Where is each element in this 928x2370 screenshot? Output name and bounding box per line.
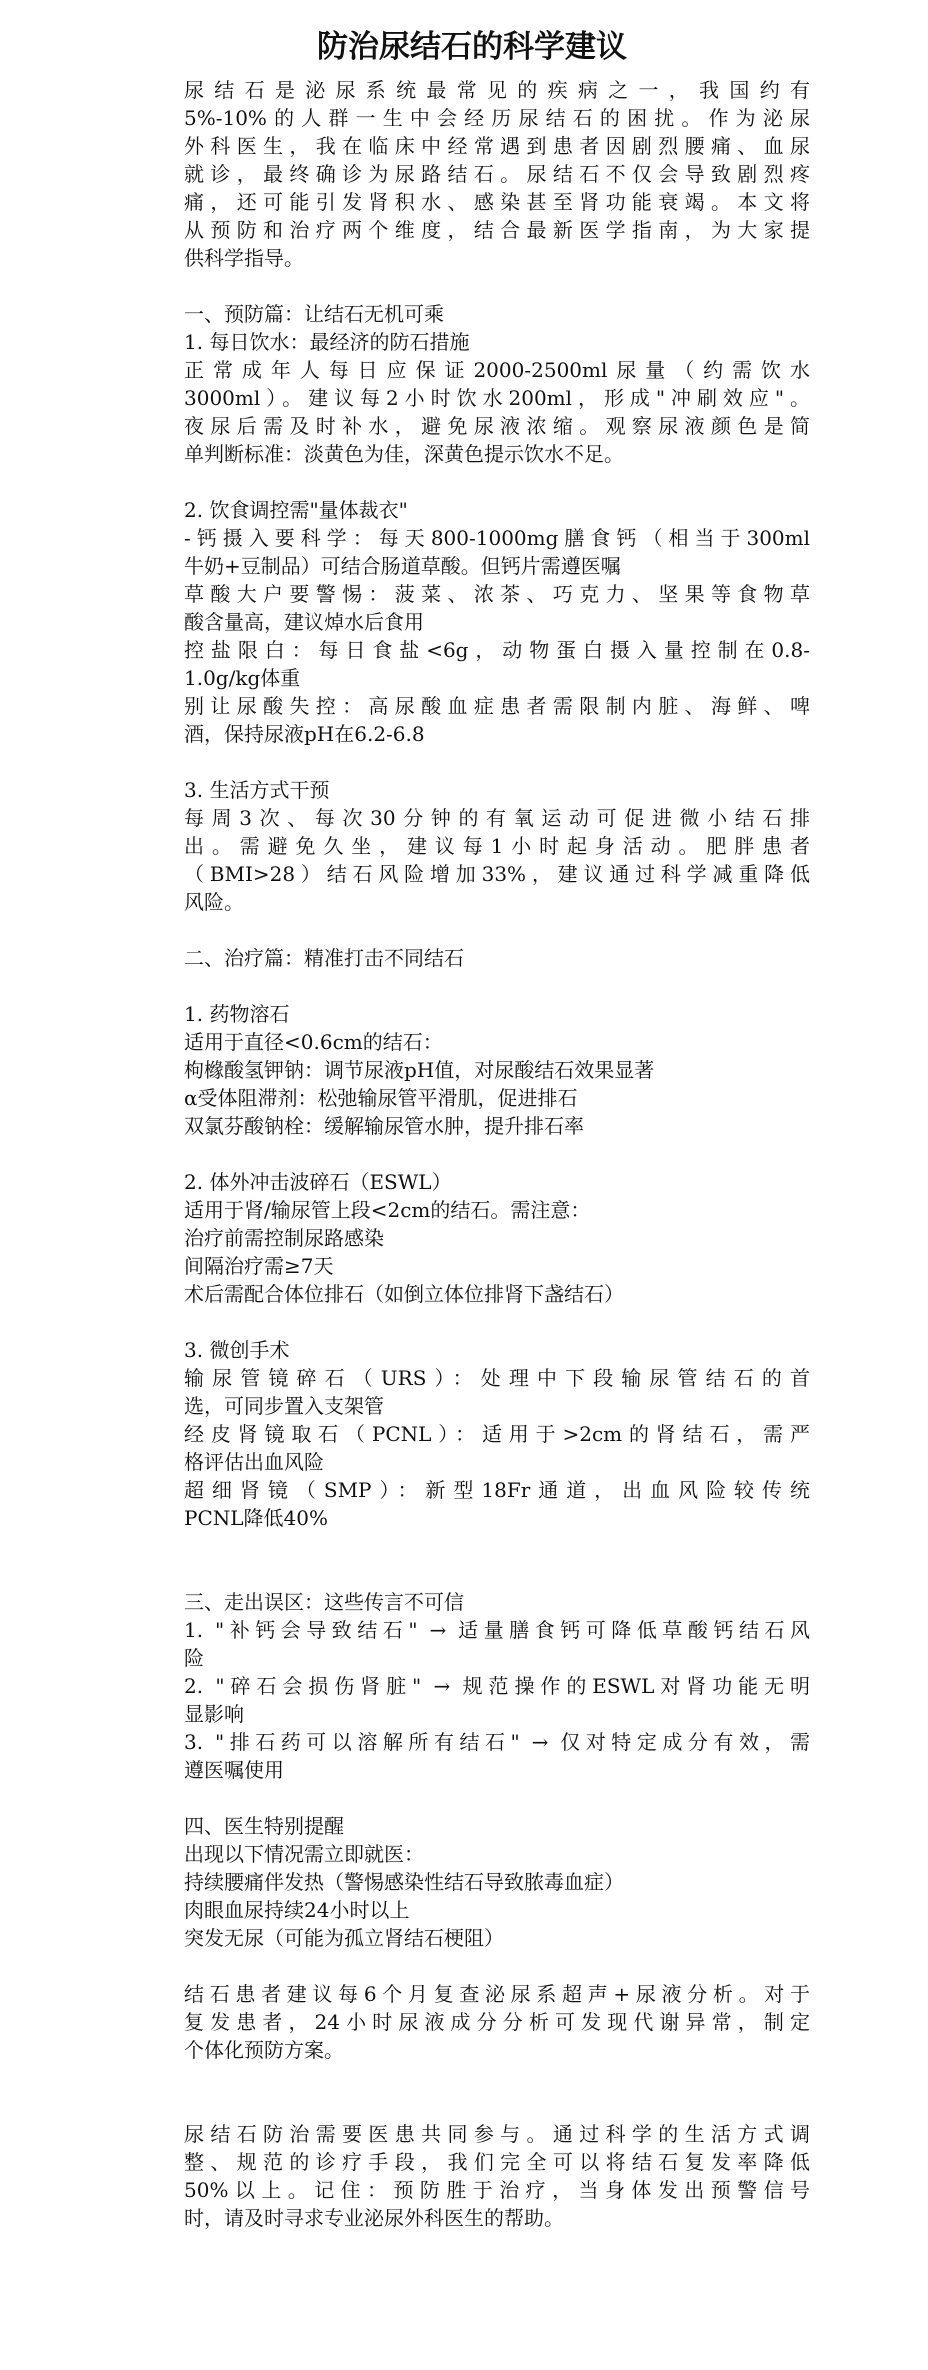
text-line: 肉眼血尿持续24小时以上 bbox=[184, 1898, 410, 1922]
text-line: 1. "补钙会导致结石" → 适量膳食钙可降低草酸钙结石风 bbox=[184, 1618, 810, 1642]
text-line: 夜尿后需及时补水，避免尿液浓缩。观察尿液颜色是简 bbox=[184, 414, 810, 438]
text-line: 治疗前需控制尿路感染 bbox=[184, 1226, 384, 1250]
blank-line bbox=[184, 2092, 810, 2120]
text-line: α受体阻滞剂：松弛输尿管平滑肌，促进排石 bbox=[184, 1086, 578, 1110]
text-line: 出。需避免久坐，建议每1小时起身活动。肥胖患者 bbox=[184, 834, 810, 858]
text-line: 间隔治疗需≥7天 bbox=[184, 1254, 334, 1278]
article-body bbox=[184, 76, 810, 2232]
text-line: 结石患者建议每6个月复查泌尿系超声+尿液分析。对于 bbox=[184, 1982, 810, 2006]
text-line: 显影响 bbox=[184, 1702, 244, 1726]
text-line: 尿结石防治需要医患共同参与。通过科学的生活方式调 bbox=[184, 2122, 810, 2146]
blank-line bbox=[184, 1532, 810, 1560]
blank-line bbox=[184, 1140, 810, 1168]
text-line: 别让尿酸失控：高尿酸血症患者需限制内脏、海鲜、啤 bbox=[184, 694, 810, 718]
article-title: 防治尿结石的科学建议 bbox=[317, 29, 627, 65]
text-line: 枸橼酸氢钾钠：调节尿液pH值，对尿酸结石效果显著 bbox=[184, 1058, 655, 1082]
text-line: 风险。 bbox=[184, 890, 244, 914]
text-line: 持续腰痛伴发热（警惕感染性结石导致脓毒血症） bbox=[184, 1870, 624, 1894]
blank-line bbox=[184, 2064, 810, 2092]
text-line: 酸含量高，建议焯水后食用 bbox=[184, 610, 424, 634]
text-line: （BMI>28）结石风险增加33%，建议通过科学减重降低 bbox=[184, 862, 810, 886]
blank-line bbox=[184, 468, 810, 496]
text-line: 外科医生，我在临床中经常遇到患者因剧烈腰痛、血尿 bbox=[184, 134, 810, 158]
text-line: 单判断标准：淡黄色为佳，深黄色提示饮水不足。 bbox=[184, 442, 624, 466]
text-line: 每周3次、每次30分钟的有氧运动可促进微小结石排 bbox=[184, 806, 810, 830]
text-line: -钙摄入要科学：每天800-1000mg膳食钙（相当于300ml bbox=[184, 526, 810, 550]
text-line: 选，可同步置入支架管 bbox=[184, 1394, 384, 1418]
text-line: 2. 体外冲击波碎石（ESWL） bbox=[184, 1170, 452, 1194]
text-line: 术后需配合体位排石（如倒立体位排肾下盏结石） bbox=[184, 1282, 624, 1306]
text-line: 格评估出血风险 bbox=[184, 1450, 324, 1474]
text-line: 50%以上。记住：预防胜于治疗，当身体发出预警信号 bbox=[184, 2178, 810, 2202]
text-line: PCNL降低40% bbox=[184, 1506, 328, 1530]
text-line: 整、规范的诊疗手段，我们完全可以将结石复发率降低 bbox=[184, 2150, 810, 2174]
blank-line bbox=[184, 1308, 810, 1336]
blank-line bbox=[184, 1784, 810, 1812]
blank-line bbox=[184, 916, 810, 944]
text-line: 尿结石是泌尿系统最常见的疾病之一，我国约有 bbox=[184, 78, 810, 102]
text-line: 险 bbox=[184, 1646, 204, 1670]
text-line: 1. 每日饮水：最经济的防石措施 bbox=[184, 330, 470, 354]
text-line: 3. "排石药可以溶解所有结石" → 仅对特定成分有效，需 bbox=[184, 1730, 810, 1754]
blank-line bbox=[184, 1952, 810, 1980]
text-line: 三、走出误区：这些传言不可信 bbox=[184, 1590, 464, 1614]
text-line: 一、预防篇：让结石无机可乘 bbox=[184, 302, 444, 326]
text-line: 2. 饮食调控需"量体裁衣" bbox=[184, 498, 408, 522]
text-line: 遵医嘱使用 bbox=[184, 1758, 284, 1782]
text-line: 3000ml）。建议每2小时饮水200ml，形成"冲刷效应"。 bbox=[184, 386, 810, 410]
blank-line bbox=[184, 272, 810, 300]
text-line: 突发无尿（可能为孤立肾结石梗阻） bbox=[184, 1926, 504, 1950]
text-line: 供科学指导。 bbox=[184, 246, 304, 270]
text-line: 适用于肾/输尿管上段<2cm的结石。需注意： bbox=[184, 1198, 591, 1222]
text-line: 双氯芬酸钠栓：缓解输尿管水肿，提升排石率 bbox=[184, 1114, 584, 1138]
text-line: 2. "碎石会损伤肾脏" → 规范操作的ESWL对肾功能无明 bbox=[184, 1674, 810, 1698]
text-line: 复发患者，24小时尿液成分分析可发现代谢异常，制定 bbox=[184, 2010, 810, 2034]
text-line: 3. 微创手术 bbox=[184, 1338, 290, 1362]
text-line: 控盐限白：每日食盐<6g，动物蛋白摄入量控制在0.8- bbox=[184, 638, 810, 662]
blank-line bbox=[184, 1560, 810, 1588]
text-line: 3. 生活方式干预 bbox=[184, 778, 330, 802]
text-line: 个体化预防方案。 bbox=[184, 2038, 344, 2062]
text-line: 四、医生特别提醒 bbox=[184, 1814, 344, 1838]
text-line: 酒，保持尿液pH在6.2-6.8 bbox=[184, 722, 425, 746]
text-line: 适用于直径<0.6cm的结石： bbox=[184, 1030, 443, 1054]
text-line: 出现以下情况需立即就医： bbox=[184, 1842, 424, 1866]
text-line: 1.0g/kg体重 bbox=[184, 666, 301, 690]
text-line: 痛，还可能引发肾积水、感染甚至肾功能衰竭。本文将 bbox=[184, 190, 810, 214]
text-line: 1. 药物溶石 bbox=[184, 1002, 290, 1026]
text-line: 超细肾镜（SMP）：新型18Fr通道，出血风险较传统 bbox=[184, 1478, 810, 1502]
text-line: 正常成年人每日应保证2000-2500ml尿量（约需饮水 bbox=[184, 358, 810, 382]
text-line: 经皮肾镜取石（PCNL）：适用于>2cm的肾结石，需严 bbox=[184, 1422, 810, 1446]
text-line: 就诊，最终确诊为尿路结石。尿结石不仅会导致剧烈疼 bbox=[184, 162, 810, 186]
text-line: 草酸大户要警惕：菠菜、浓茶、巧克力、坚果等食物草 bbox=[184, 582, 810, 606]
text-line: 牛奶+豆制品）可结合肠道草酸。但钙片需遵医嘱 bbox=[184, 554, 621, 578]
text-line: 5%-10%的人群一生中会经历尿结石的困扰。作为泌尿 bbox=[184, 106, 810, 130]
blank-line bbox=[184, 748, 810, 776]
text-line: 时，请及时寻求专业泌尿外科医生的帮助。 bbox=[184, 2206, 564, 2230]
text-line: 二、治疗篇：精准打击不同结石 bbox=[184, 946, 464, 970]
blank-line bbox=[184, 972, 810, 1000]
text-line: 输尿管镜碎石（URS）：处理中下段输尿管结石的首 bbox=[184, 1366, 810, 1390]
text-line: 从预防和治疗两个维度，结合最新医学指南，为大家提 bbox=[184, 218, 810, 242]
